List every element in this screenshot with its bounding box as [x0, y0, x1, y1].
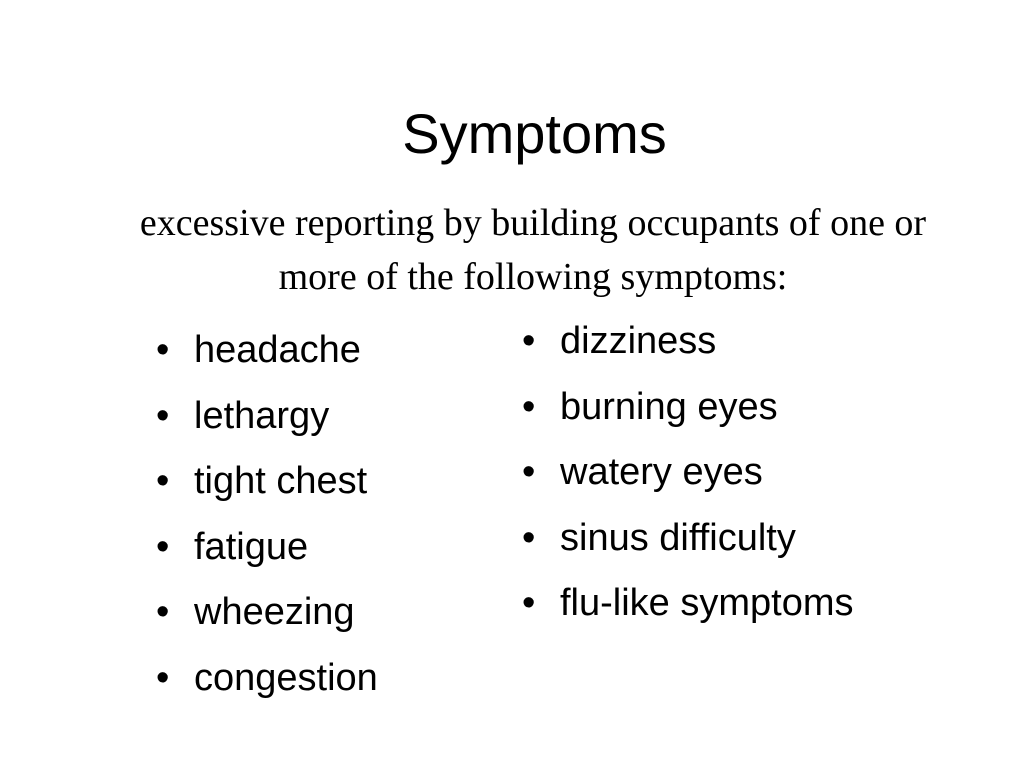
list-item	[156, 384, 378, 450]
bullet-icon: •	[522, 385, 536, 428]
symptom-list-left	[156, 318, 378, 712]
list-item	[522, 440, 854, 506]
list-item	[522, 309, 854, 375]
list-item-label: burning eyes	[560, 385, 778, 428]
list-item-label: headache	[194, 329, 361, 371]
list-item-label: watery eyes	[560, 451, 763, 494]
bullet-icon: •	[156, 525, 170, 568]
list-item-label: wheezing	[194, 591, 355, 634]
list-item	[522, 506, 854, 572]
bullet-icon: •	[156, 591, 170, 634]
bullet-icon: •	[156, 656, 170, 699]
list-item-label: fatigue	[194, 525, 309, 568]
list-item-label: congestion	[194, 656, 378, 699]
bullet-icon: •	[156, 460, 170, 503]
list-item-label: dizziness	[560, 320, 717, 362]
list-item	[156, 646, 378, 712]
bullet-icon: •	[156, 394, 170, 437]
symptom-list-right	[522, 309, 854, 637]
bullet-icon: •	[522, 320, 536, 362]
list-item	[156, 515, 378, 581]
slide-title: Symptoms	[402, 102, 667, 165]
list-item-label: sinus difficulty	[560, 516, 796, 559]
slide-subtitle: excessive reporting by building occupants of one or more of the following symptoms:	[139, 202, 927, 298]
list-item	[522, 375, 854, 441]
list-item	[156, 318, 378, 384]
list-item	[156, 449, 378, 515]
list-item-label: lethargy	[194, 394, 330, 437]
bullet-icon: •	[522, 582, 536, 625]
bullet-icon: •	[522, 451, 536, 494]
list-item	[156, 580, 378, 646]
list-item-label: tight chest	[194, 460, 368, 503]
list-item-label: flu-like symptoms	[560, 582, 854, 625]
bullet-icon: •	[156, 329, 170, 371]
bullet-icon: •	[522, 516, 536, 559]
list-item	[522, 571, 854, 637]
